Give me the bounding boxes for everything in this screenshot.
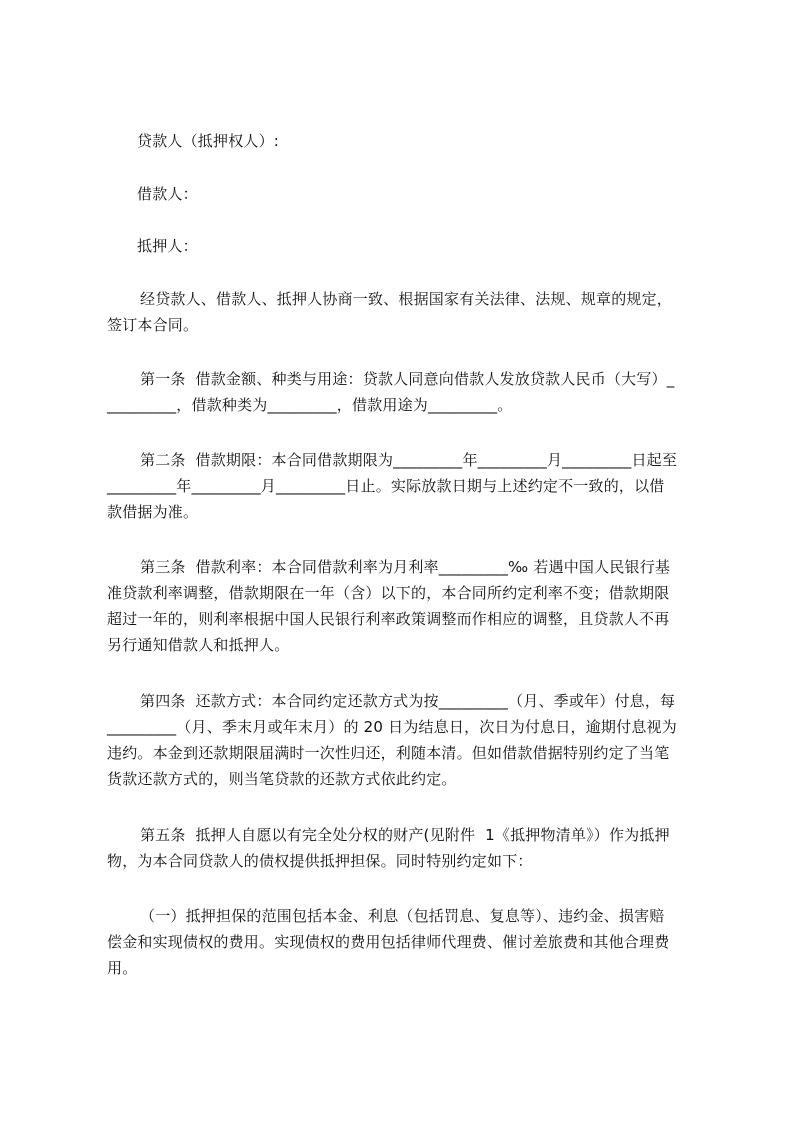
clause5-1-line-1: （一）抵押担保的范围包括本金、利息（包括罚息、复息等）、违约金、损害赔 <box>140 907 665 925</box>
mortgagor-field: 抵押人： <box>137 237 198 255</box>
article1-line-2: _________，借款种类为_________，借款用途为_________。 <box>107 396 513 414</box>
article4-line-4: 货款还款方式的，则当笔贷款的还款方式依此约定。 <box>107 770 457 788</box>
article5-line-2: 物，为本合同贷款人的债权提供抵押担保。同时特别约定如下： <box>107 852 533 870</box>
article2-line-3: 款借据为准。 <box>107 503 199 521</box>
borrower-field: 借款人： <box>137 185 198 203</box>
article3-line-1: 第三条 借款利率：本合同借款利率为月利率_________‰ 若遇中国人民银行基 <box>140 558 671 576</box>
article2-line-2: _________年_________月_________日止。实际放款日期与上述约定不一致的，以借 <box>107 477 665 495</box>
preamble-line-2: 签订本合同。 <box>107 316 199 334</box>
article1-line-1: 第一条 借款金额、种类与用途：贷款人同意向借款人发放贷款人民币（大写）_ <box>140 370 675 388</box>
clause5-1-line-3: 用。 <box>107 959 138 977</box>
article3-line-4: 另行通知借款人和抵押人。 <box>107 636 290 654</box>
lender-field: 贷款人（抵押权人）: <box>137 132 280 150</box>
article5-line-1: 第五条 抵押人自愿以有完全处分权的财产(见附件 1《抵押物清单》）作为抵押 <box>140 826 670 844</box>
clause5-1-line-2: 偿金和实现债权的费用。实现债权的费用包括律师代理费、催讨差旅费和其他合理费 <box>107 933 670 951</box>
article3-line-3: 超过一年的，则利率根据中国人民银行利率政策调整而作相应的调整，且贷款人不再 <box>107 610 670 628</box>
article2-line-1: 第二条 借款期限：本合同借款期限为_________年_________月_________日起至 <box>140 451 678 469</box>
article4-line-1: 第四条 还款方式：本合同约定还款方式为按_________（月、季或年）付息，每 <box>140 692 676 710</box>
article4-line-3: 违约。本金到还款期限届满时一次性归还，利随本清。但如借款借据特别约定了当笔 <box>107 744 670 762</box>
article4-line-2: _________（月、季末月或年末月）的 20 日为结息日，次日为付息日，逾期付息视为 <box>107 718 677 736</box>
preamble-line-1: 经贷款人、借款人、抵押人协商一致、根据国家有关法律、法规、规章的规定， <box>140 290 673 308</box>
article3-line-2: 准贷款利率调整，借款期限在一年（含）以下的，本合同所约定利率不变；借款期限 <box>107 584 670 602</box>
